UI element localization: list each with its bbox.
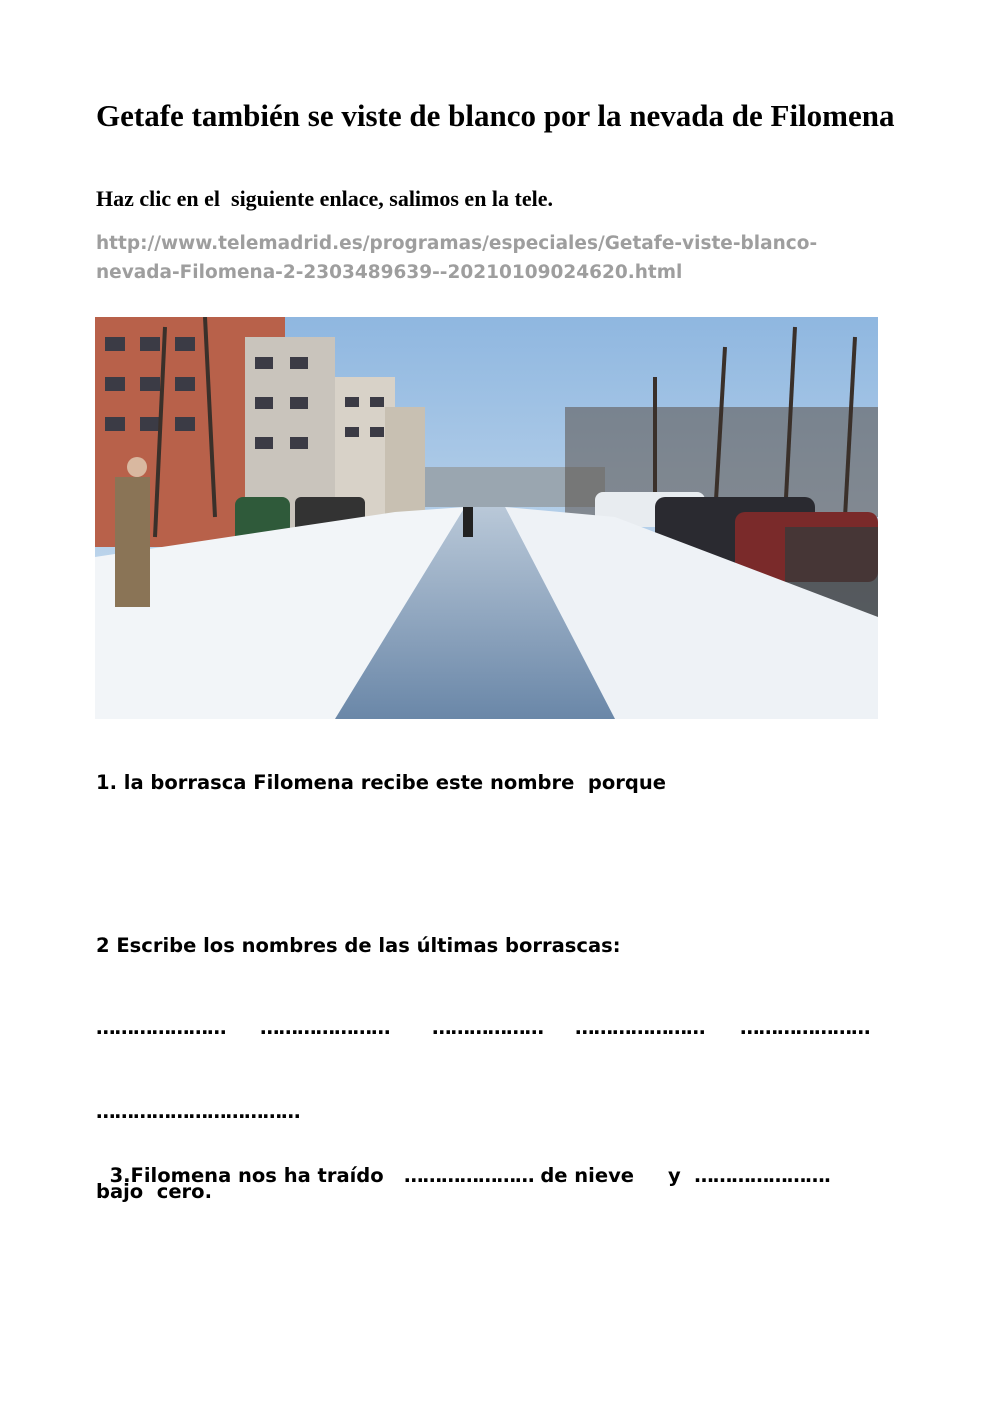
answer-blank[interactable]: ………………… [404, 1164, 534, 1187]
subtitle: Haz clic en el siguiente enlace, salimos en la tele. [96, 186, 554, 211]
answer-blank[interactable]: …………………. [694, 1164, 831, 1187]
question-3-text: 3.Filomena nos ha traído [109, 1164, 384, 1187]
answer-blanks-row [96, 1016, 896, 1042]
link-line-2[interactable]: nevada-Filomena-2-2303489639--20210109024620.html [96, 262, 683, 283]
telemadrid-link[interactable] [96, 229, 916, 287]
page-title: Getafe también se viste de blanco por la nevada de Filomena [96, 98, 895, 133]
answer-blank[interactable]: ………………… [740, 1016, 870, 1039]
link-line-1[interactable]: http://www.telemadrid.es/programas/especiales/Getafe-viste-blanco- [96, 233, 818, 254]
question-1: 1. la borrasca Filomena recibe este nombre porque [96, 771, 666, 794]
answer-blank[interactable]: ……………… [432, 1016, 543, 1039]
answer-blank[interactable]: ………………… [575, 1016, 705, 1039]
question-3-text: y [667, 1164, 681, 1187]
snowy-street-photo [95, 317, 878, 719]
answer-blank[interactable]: …………………………… [96, 1100, 300, 1123]
answer-blank[interactable]: ………………… [96, 1016, 226, 1039]
answer-blank[interactable]: ………………… [260, 1016, 390, 1039]
question-3-text: de nieve [540, 1164, 635, 1187]
question-2: 2 Escribe los nombres de las últimas borrascas: [96, 934, 621, 957]
question-3-line-2: bajo cero. [96, 1180, 212, 1203]
